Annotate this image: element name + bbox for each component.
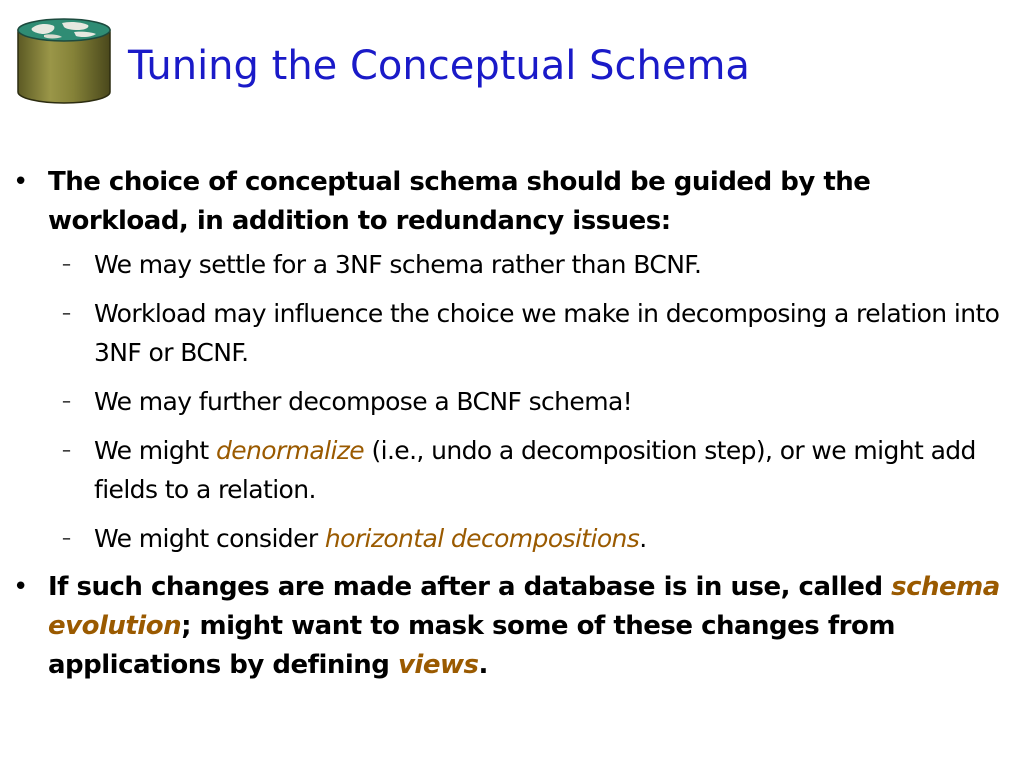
sub-bullet-item	[0, 382, 1024, 421]
sub-bullet-item	[0, 294, 1024, 372]
bullet-marker: •	[13, 572, 28, 602]
database-globe-icon	[14, 14, 114, 106]
sub-bullet-text-pre: We might	[94, 436, 216, 465]
emphasis-schema-evolution: schema evolution	[48, 572, 1000, 641]
bullet-marker: •	[13, 167, 28, 197]
sub-bullet-text: We may further decompose a BCNF schema!	[94, 387, 633, 416]
slide-body	[0, 163, 1024, 685]
sub-bullet-list	[0, 245, 1024, 558]
bullet-text-pre: If such changes are made after a database is in use, called	[48, 572, 892, 602]
sub-bullet-marker: –	[62, 440, 71, 461]
sub-bullet-text-post: .	[639, 524, 647, 553]
bullet-text-mid: ; might want to mask some of these changes from applications by defining	[48, 611, 895, 680]
sub-bullet-text: We may settle for a 3NF schema rather than BCNF.	[94, 250, 702, 279]
sub-bullet-marker: –	[62, 528, 71, 549]
sub-bullet-marker: –	[62, 303, 71, 324]
sub-bullet-item	[0, 519, 1024, 558]
slide-title: Tuning the Conceptual Schema	[128, 43, 750, 89]
emphasis-views: views	[397, 650, 479, 680]
bullet-item	[0, 568, 1024, 685]
sub-bullet-marker: –	[62, 391, 71, 412]
bullet-item	[0, 163, 1024, 241]
sub-bullet-item	[0, 245, 1024, 284]
bullet-text: The choice of conceptual schema should be guided by the workload, in addition to redundancy issues:	[48, 167, 871, 236]
sub-bullet-text-pre: We might consider	[94, 524, 325, 553]
bullet-text-post: .	[478, 650, 488, 680]
sub-bullet-text: Workload may influence the choice we make in decomposing a relation into 3NF or BCNF.	[94, 299, 1000, 367]
sub-bullet-text-post: (i.e., undo a decomposition step), or we might add fields to a relation.	[94, 436, 976, 504]
sub-bullet-item	[0, 431, 1024, 509]
emphasis-horizontal-decompositions: horizontal decompositions	[324, 524, 640, 553]
sub-bullet-marker: –	[62, 254, 71, 275]
emphasis-denormalize: denormalize	[215, 436, 365, 465]
